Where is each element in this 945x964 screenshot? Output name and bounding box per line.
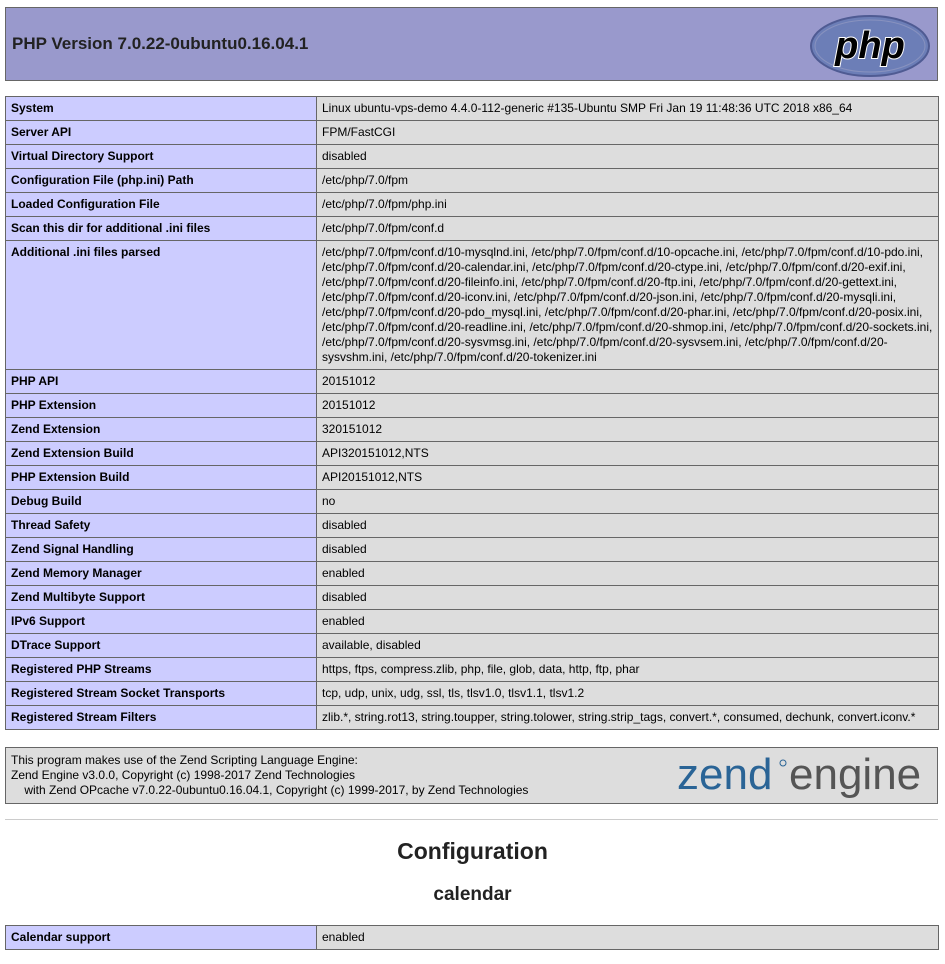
table-row [6, 926, 939, 950]
zend-engine-logo [677, 751, 932, 801]
row-value: Linux ubuntu-vps-demo 4.4.0-112-generic #135-Ubuntu SMP Fri Jan 19 11:48:36 UTC 2018 x86_64 [317, 97, 939, 121]
row-label: PHP Extension Build [6, 466, 317, 490]
row-value: available, disabled [317, 634, 939, 658]
table-row [6, 466, 939, 490]
php-logo-text: php [835, 25, 905, 67]
row-label: Registered Stream Socket Transports [6, 682, 317, 706]
row-label: PHP API [6, 370, 317, 394]
table-row [6, 514, 939, 538]
row-label: Zend Multibyte Support [6, 586, 317, 610]
row-value: 20151012 [317, 370, 939, 394]
table-row [6, 193, 939, 217]
configuration-heading: Configuration [397, 838, 548, 864]
row-label: Additional .ini files parsed [6, 241, 317, 370]
zend-line-2: Zend Engine v3.0.0, Copyright (c) 1998-2017 Zend Technologies [11, 768, 355, 782]
row-label: Zend Extension Build [6, 442, 317, 466]
info-table [5, 96, 939, 730]
zend-logo-word-2: engine [789, 751, 922, 799]
table-row [6, 145, 939, 169]
table-row [6, 442, 939, 466]
table-row [6, 706, 939, 730]
table-row [6, 634, 939, 658]
page-title: PHP Version 7.0.22-0ubuntu0.16.04.1 [12, 34, 309, 53]
table-row [6, 97, 939, 121]
row-value: /etc/php/7.0/fpm/conf.d/10-mysqlnd.ini, /etc/php/7.0/fpm/conf.d/10-opcache.ini, /etc/php/7.0/fpm/conf.d/10-pdo.ini, /etc/php/7.0/fpm/conf.d/20-calendar.ini, /etc/php/7.0/fpm/conf.d/20-ctype.ini, /etc/php/7.0/fpm/conf.d/20-exif.ini, /etc/php/7.0/fpm/conf.d/20-fileinfo.ini, /etc/php/7.0/fpm/conf.d/20-ftp.ini, /etc/php/7.0/fpm/conf.d/20-gettext.ini, /etc/php/7.0/fpm/conf.d/20-iconv.ini, /etc/php/7.0/fpm/conf.d/20-json.ini, /etc/php/7.0/fpm/conf.d/20-mysqli.ini, /etc/php/7.0/fpm/conf.d/20-pdo_mysql.ini, /etc/php/7.0/fpm/conf.d/20-phar.ini, /etc/php/7.0/fpm/conf.d/20-posix.ini, /etc/php/7.0/fpm/conf.d/20-readline.ini, /etc/php/7.0/fpm/conf.d/20-shmop.ini, /etc/php/7.0/fpm/conf.d/20-sockets.ini, /etc/php/7.0/fpm/conf.d/20-sysvmsg.ini, /etc/php/7.0/fpm/conf.d/20-sysvsem.ini, /etc/php/7.0/fpm/conf.d/20-sysvshm.ini, /etc/php/7.0/fpm/conf.d/20-tokenizer.ini [317, 241, 939, 370]
table-row [6, 418, 939, 442]
row-label: Registered PHP Streams [6, 658, 317, 682]
php-version-header [5, 7, 938, 81]
row-value: tcp, udp, unix, udg, ssl, tls, tlsv1.0, tlsv1.1, tlsv1.2 [317, 682, 939, 706]
row-value: API20151012,NTS [317, 466, 939, 490]
row-value: enabled [317, 610, 939, 634]
row-value: FPM/FastCGI [317, 121, 939, 145]
table-row [6, 562, 939, 586]
table-row [6, 538, 939, 562]
table-row [6, 169, 939, 193]
zend-logo-word-1: zend [677, 751, 773, 799]
row-label: Scan this dir for additional .ini files [6, 217, 317, 241]
table-row [6, 682, 939, 706]
row-label: Loaded Configuration File [6, 193, 317, 217]
row-label: Server API [6, 121, 317, 145]
table-row [6, 610, 939, 634]
row-label: Configuration File (php.ini) Path [6, 169, 317, 193]
calendar-table [5, 925, 939, 950]
row-value: API320151012,NTS [317, 442, 939, 466]
table-row [6, 658, 939, 682]
row-value: /etc/php/7.0/fpm [317, 169, 939, 193]
zend-engine-box [5, 747, 938, 804]
row-value: /etc/php/7.0/fpm/php.ini [317, 193, 939, 217]
table-row [6, 370, 939, 394]
row-label: Thread Safety [6, 514, 317, 538]
row-label: Zend Memory Manager [6, 562, 317, 586]
row-value: disabled [317, 538, 939, 562]
extension-heading-calendar: calendar [433, 884, 512, 905]
row-label: Zend Signal Handling [6, 538, 317, 562]
table-row [6, 217, 939, 241]
row-value: enabled [317, 562, 939, 586]
row-value: 20151012 [317, 394, 939, 418]
row-value: https, ftps, compress.zlib, php, file, glob, data, http, ftp, phar [317, 658, 939, 682]
row-value: zlib.*, string.rot13, string.toupper, string.tolower, string.strip_tags, convert.*, consumed, dechunk, convert.iconv.* [317, 706, 939, 730]
table-row [6, 394, 939, 418]
php-logo [809, 14, 931, 78]
row-label: DTrace Support [6, 634, 317, 658]
table-row [6, 490, 939, 514]
zend-line-1: This program makes use of the Zend Scripting Language Engine: [11, 753, 358, 767]
row-label: Registered Stream Filters [6, 706, 317, 730]
row-value: enabled [317, 926, 939, 950]
row-label: Debug Build [6, 490, 317, 514]
row-value: disabled [317, 586, 939, 610]
row-label: Calendar support [6, 926, 317, 950]
row-label: System [6, 97, 317, 121]
row-value: no [317, 490, 939, 514]
divider [5, 819, 938, 820]
row-label: PHP Extension [6, 394, 317, 418]
table-row [6, 586, 939, 610]
zend-credits [11, 753, 528, 798]
table-row [6, 241, 939, 370]
table-row [6, 121, 939, 145]
row-label: IPv6 Support [6, 610, 317, 634]
row-value: 320151012 [317, 418, 939, 442]
row-value: /etc/php/7.0/fpm/conf.d [317, 217, 939, 241]
zend-line-3: with Zend OPcache v7.0.22-0ubuntu0.16.04.1, Copyright (c) 1999-2017, by Zend Technologies [11, 783, 529, 797]
row-label: Zend Extension [6, 418, 317, 442]
row-label: Virtual Directory Support [6, 145, 317, 169]
row-value: disabled [317, 145, 939, 169]
row-value: disabled [317, 514, 939, 538]
